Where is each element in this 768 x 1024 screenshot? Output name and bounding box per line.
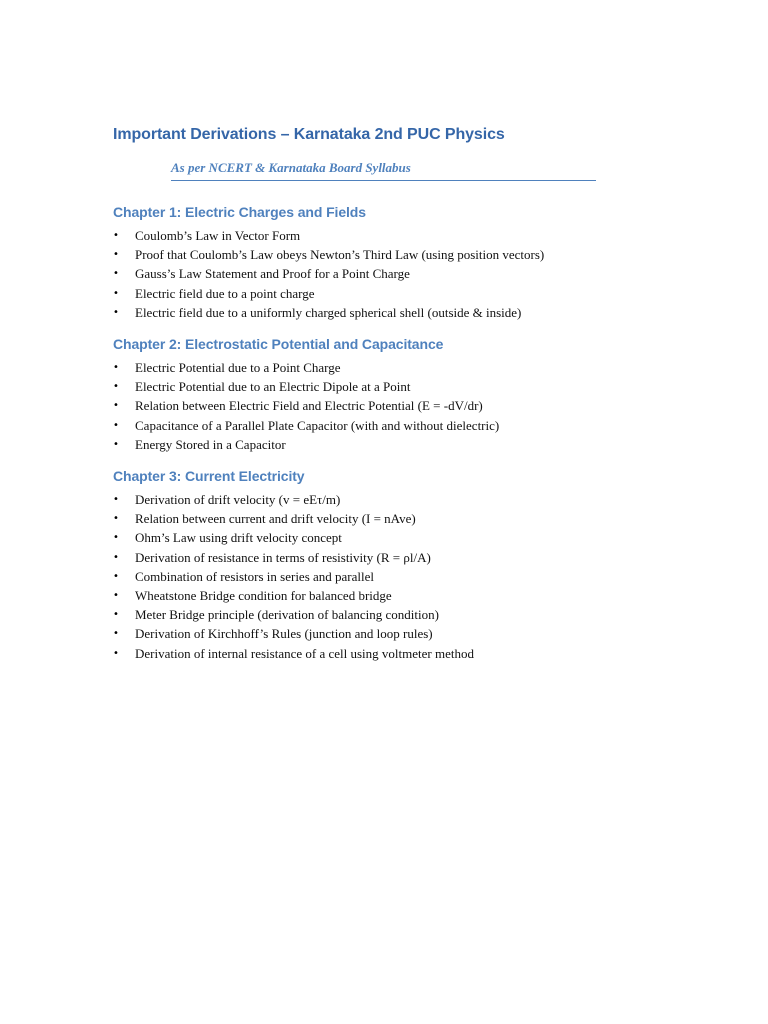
list-item-text: Wheatstone Bridge condition for balanced bridge	[135, 588, 392, 604]
chapter-1-section	[113, 202, 673, 322]
list-item-text: Electric Potential due to an Electric Dipole at a Point	[135, 379, 411, 395]
bullet-icon: •	[113, 570, 119, 582]
bullet-icon: •	[113, 400, 119, 412]
chapter-2-section	[113, 334, 673, 454]
list-item-text: Coulomb’s Law in Vector Form	[135, 228, 301, 243]
document-title: Important Derivations – Karnataka 2nd PUC Physics	[113, 126, 505, 143]
list-item-text: Derivation of drift velocity (v = eEτ/m)	[135, 492, 341, 508]
chapter-1-heading: Chapter 1: Electric Charges and Fields	[113, 204, 366, 220]
bullet-icon: •	[113, 551, 119, 563]
list-item-text: Electric field due to a uniformly charged spherical shell (outside & inside)	[135, 304, 522, 320]
subtitle-block	[171, 160, 596, 181]
list-item-text: Derivation of resistance in terms of resistivity (R = ρl/A)	[135, 549, 431, 565]
list-item	[113, 303, 673, 322]
document-subtitle: As per NCERT & Karnataka Board Syllabus	[171, 160, 411, 175]
list-item-text: Relation between current and drift velocity (I = nAve)	[135, 511, 416, 527]
list-item-text: Proof that Coulomb’s Law obeys Newton’s Third Law (using position vectors)	[135, 247, 545, 263]
document-page	[113, 124, 673, 663]
chapter-3-section	[113, 466, 673, 663]
list-item	[113, 377, 673, 396]
list-item-text: Electric Potential due to a Point Charge	[135, 360, 341, 376]
list-item-text: Relation between Electric Field and Electric Potential (E = -dV/dr)	[135, 398, 483, 414]
bullet-icon: •	[113, 419, 119, 431]
bullet-icon: •	[113, 628, 119, 640]
list-item	[113, 624, 673, 643]
bullet-icon: •	[113, 532, 119, 544]
bullet-icon: •	[113, 438, 119, 450]
list-item-text: Ohm’s Law using drift velocity concept	[135, 530, 342, 546]
bullet-icon: •	[113, 306, 119, 318]
list-item	[113, 435, 673, 454]
bullet-icon: •	[113, 362, 119, 374]
list-item	[113, 416, 673, 435]
bullet-icon: •	[113, 268, 119, 280]
list-item-text: Energy Stored in a Capacitor	[135, 436, 286, 452]
bullet-icon: •	[113, 609, 119, 621]
bullet-icon: •	[113, 513, 119, 525]
list-item	[113, 245, 673, 264]
bullet-icon: •	[113, 249, 119, 261]
list-item	[113, 567, 673, 586]
chapter-3-list	[113, 490, 673, 663]
list-item	[113, 226, 673, 245]
bullet-icon: •	[113, 647, 119, 659]
list-item-text: Electric field due to a point charge	[135, 285, 315, 301]
list-item	[113, 396, 673, 415]
list-item	[113, 490, 673, 509]
list-item	[113, 264, 673, 283]
chapter-2-list	[113, 358, 673, 454]
chapter-1-list	[113, 226, 673, 322]
list-item	[113, 358, 673, 377]
list-item-text: Derivation of internal resistance of a cell using voltmeter method	[135, 645, 474, 661]
list-item-text: Derivation of Kirchhoff’s Rules (junction and loop rules)	[135, 626, 433, 642]
list-item	[113, 284, 673, 303]
list-item	[113, 548, 673, 567]
bullet-icon: •	[113, 590, 119, 602]
list-item	[113, 509, 673, 528]
list-item-text: Combination of resistors in series and parallel	[135, 568, 375, 584]
list-item	[113, 644, 673, 663]
list-item-text: Gauss’s Law Statement and Proof for a Point Charge	[135, 266, 410, 282]
bullet-icon: •	[113, 287, 119, 299]
bullet-icon: •	[113, 494, 119, 506]
chapter-3-heading: Chapter 3: Current Electricity	[113, 468, 305, 485]
bullet-icon: •	[113, 381, 119, 393]
list-item-text: Capacitance of a Parallel Plate Capacitor (with and without dielectric)	[135, 417, 500, 433]
bullet-icon: •	[113, 230, 119, 241]
list-item	[113, 605, 673, 624]
list-item	[113, 586, 673, 605]
list-item-text: Meter Bridge principle (derivation of balancing condition)	[135, 607, 439, 623]
chapter-2-heading: Chapter 2: Electrostatic Potential and Capacitance	[113, 336, 444, 353]
list-item	[113, 528, 673, 547]
